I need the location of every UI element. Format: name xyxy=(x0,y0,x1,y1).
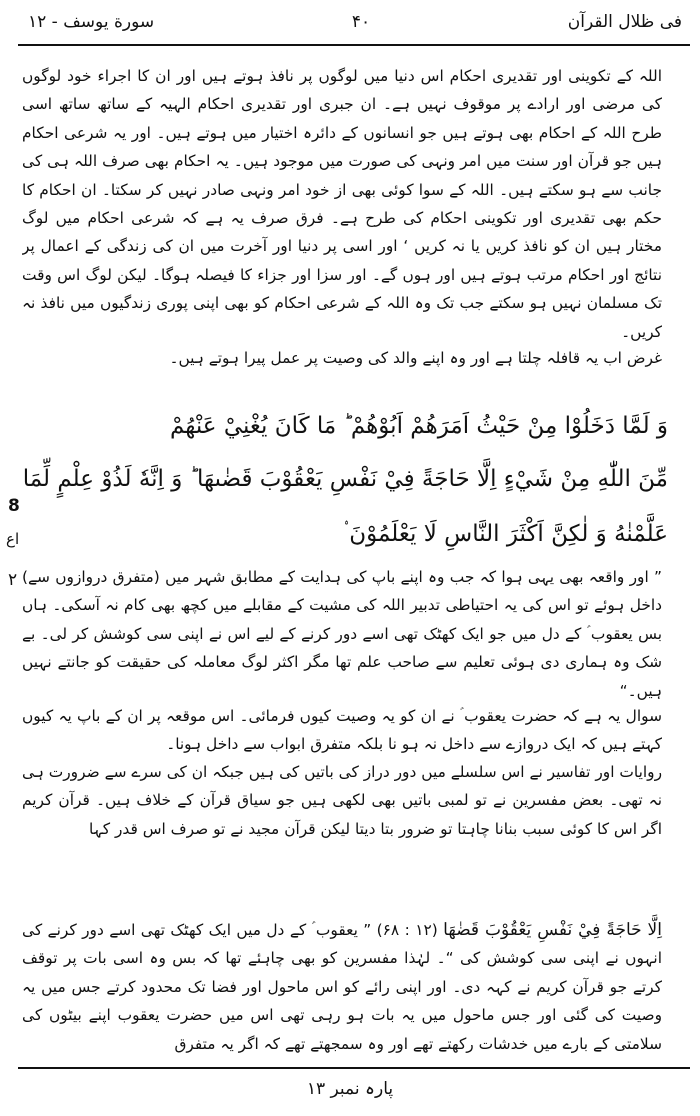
paragraph-translation: ” اور واقعہ بھی یہی ہوا کہ جب وہ اپنے باپ کی ہدایت کے مطابق شہر میں (متفرق دروازوں سے) داخل ہوئے تو اس کی یہ احتیاطی تدبیر اللہ کی مشیت کے مقابلے میں کچھ بھی کام نہ آسکی۔ ہاں بس یعقوب ؑ کے دل میں جو ایک کھٹک تھی اسے دور کرنے کے لیے اس نے اپنی سی کوشش کر لی۔ بے شک وہ ہماری دی ہوئی تعلیم سے صاحب علم تھا مگر اکثر لوگ معاملہ کی حقیقت کو جانتے نہیں ہیں۔“ xyxy=(22,568,662,700)
paragraph-need-in-heart xyxy=(22,916,662,1058)
paragraph-commentators: روایات اور تفاسیر نے اس سلسلے میں دور دراز کی باتیں کی ہیں جبکہ ان کی سرے سے ضرورت ہی نہ تھی۔ بعض مفسرین نے تو لمبی باتیں بھی لکھی ہیں جو سیاق قرآن کے خلاف ہیں۔ قرآن کریم اگر اس کا کوئی سبب بنانا چاہتا تو ضرور بتا دیتا لیکن قرآن مجید نے تو صرف اس قدر کہا xyxy=(22,763,662,838)
book-title: فی ظلال القرآن xyxy=(567,12,682,32)
header-divider xyxy=(18,44,690,46)
paragraph-need-in-heart-text: ” یعقوب ؑ کے دل میں ایک کھٹک تھی اسے دور کرنے کی انہوں نے اپنی سی کوشش کی “۔ لہٰذا مفسرین کو بھی چاہئے تھا کہ بس وہ اسی بات پر توقف کرتے جو قرآن کریم نے کہہ دی۔ اور اپنی رائے کو اس ماحول اور فضا تک محدود کرتے جس میں یہ وصیت کی گئی اور جس ماحول میں یہ بات ہو رہی تھی اس میں حضرت یعقوب اپنے بیٹوں کی سلامتی کے بارے میں خدشات رکھتے تھے اور وہ سمجھتے تھے کہ اگر یہ متفرق xyxy=(22,921,662,1053)
paragraph-caravan-departs: غرض اب یہ قافلہ چلتا ہے اور وہ اپنے والد کی وصیت پر عمل پیرا ہوتے ہیں۔ xyxy=(169,349,662,367)
surah-title: سورة یوسف - ۱۲ xyxy=(28,12,155,32)
quran-quote: اِلَّا حَاجَةً فِيْ نَفْسِ يَعْقُوْبَ قَضٰهَا xyxy=(443,920,662,940)
paragraph-divine-commands: اللہ کے تکوینی اور تقدیری احکام اس دنیا میں لوگوں پر نافذ ہوتے ہیں اور ان کا اجراء خود لوگوں کی مرضی اور ارادے پر موقوف نہیں ہے۔ ان جبری اور تقدیری احکام الہیہ کے ساتھ ساتھ اسی طرح اللہ کے احکام بھی ہوتے ہیں جو انسانوں کے دائرہ اختیار میں ہوتے ہیں۔ اور یہ شرعی احکام ہیں جو قرآن اور سنت میں امر ونہی کی صورت میں موجود ہیں۔ یہ احکام بھی صرف اللہ ہی کی جانب سے ہو سکتے ہیں۔ اللہ کے سوا کوئی بھی از خود امر ونہی صادر نہیں کر سکتا۔ ان احکام کا حکم بھی تقدیری اور تکوینی احکام کی طرح ہے۔ فرق صرف یہ ہے کہ شرعی احکام میں لوگ مختار ہیں ان کو نافذ کریں یا نہ کریں ‘ اور اسی پر دنیا اور آخرت میں ان کی زندگی کے اعمال پر نتائج اور احکام مرتب ہوتے ہیں اور ہوں گے۔ اور سزا اور جزاء کا فیصلہ ہوگا۔ لیکن لوگ اس وقت تک مسلمان نہیں ہو سکتے جب تک وہ اللہ کے شرعی احکام کو بھی اپنی پوری زندگیوں میں نافذ نہ کریں۔ xyxy=(22,67,662,341)
page-header xyxy=(18,0,690,46)
ruku-number: 8 xyxy=(8,496,20,516)
page-number: ۴۰ xyxy=(351,12,371,32)
quran-verse-line-2: مِّنَ اللّٰهِ مِنْ شَيْءٍ اِلَّا حَاجَةً فِيْ نَفْسِ يَعْقُوْبَ قَضٰىهَا ؕ وَ اِنَّهٗ لَذُوْ عِلْمٍ لِّمَا xyxy=(22,466,668,492)
ruku-marker: اع xyxy=(6,530,20,548)
verse-reference: (۱۲ : ۶۸) xyxy=(376,921,438,939)
quran-verse-line-3: عَلَّمْنٰهُ وَ لٰكِنَّ اَكْثَرَ النَّاسِ لَا يَعْلَمُوْنَ ۟ xyxy=(343,521,668,547)
footer-divider xyxy=(18,1067,690,1069)
para-number: پارہ نمبر ۱۳ xyxy=(306,1079,394,1099)
ruku-sub-number: ۲ xyxy=(8,570,18,590)
quran-verse-line-1: وَ لَمَّا دَخَلُوْا مِنْ حَيْثُ اَمَرَهُمْ اَبُوْهُمْ ؕ مَا كَانَ يُغْنِيْ عَنْهُمْ xyxy=(169,413,668,439)
paragraph-question: سوال یہ ہے کہ حضرت یعقوب ؑ نے ان کو یہ وصیت کیوں فرمائی۔ اس موقعہ پر ان کے باپ یہ کیوں کہتے ہیں کہ ایک دروازے سے داخل نہ ہو نا بلکہ متفرق ابواب سے داخل ہونا۔ xyxy=(22,707,662,754)
